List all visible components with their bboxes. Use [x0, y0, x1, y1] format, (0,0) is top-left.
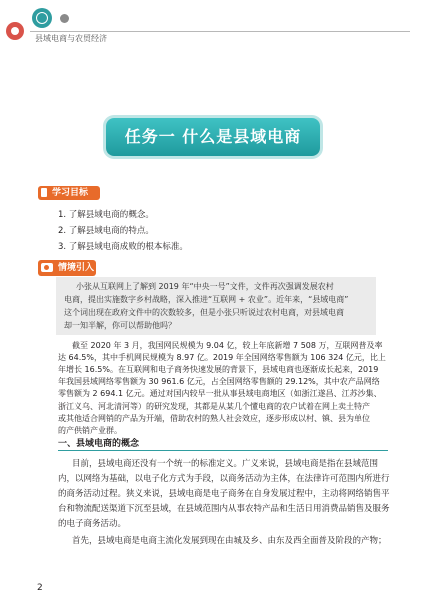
objectives-tag	[38, 186, 100, 200]
header-divider	[30, 31, 410, 32]
body-line: 达 64.5%，其中手机网民规模为 8.97 亿。2019 年全国网络零售额为 106 324 亿元，比上	[58, 353, 386, 363]
task-banner	[106, 118, 320, 156]
page-number: 2	[37, 583, 43, 593]
body-line: 首先，县域电商是电商主流化发展到现在由城及乡、由东及西全面普及阶段的产物；	[72, 536, 387, 546]
body-line: 年增长 16.5%。在互联网和电子商务快速发展的背景下，县域电商也逐渐成长起来，2019	[58, 365, 379, 375]
body-line: 零售额为 2 694.1 亿元。通过对国内较早一批从事县域电商地区（如浙江遂昌、江苏沙集、	[58, 389, 382, 399]
objective-item: 1. 了解县域电商的概念。	[58, 210, 154, 220]
body-line: 浙江义乌、河北清河等）的研究发现，其都是从某几个懂电商的农户试着在网上卖土特产	[58, 401, 370, 411]
running-header: 县域电商与农贸经济	[35, 34, 107, 43]
body-line: 的商务活动过程。狭义来说，县域电商是电子商务在自身发展过程中，主动将网络销售平	[58, 489, 390, 499]
case-box	[56, 277, 376, 335]
globe-icon	[32, 8, 52, 28]
objective-item: 3. 了解县域电商成败的根本标准。	[58, 242, 188, 252]
flag-icon	[41, 188, 47, 197]
case-label: 情境引入	[58, 263, 95, 273]
case-line: 却一知半解，你可以帮助他吗？	[64, 321, 176, 330]
section-heading: 一、县域电商的概念	[58, 439, 140, 449]
body-line: 的电子商务活动。	[58, 519, 127, 529]
camera-icon	[41, 263, 53, 272]
target-icon	[6, 22, 24, 40]
body-line: 年我国县域网络零售额为 30 961.6 亿元，占全国网络零售额的 29.12%，其中农产品网络	[58, 377, 380, 387]
section-underline	[58, 450, 388, 451]
body-line: 或其他适合网销的产品为开端，借助农村的熟人社会效应，逐步形成以村、镇、县为单位	[58, 413, 370, 423]
case-line: 这个词出现在政府文件中的次数较多，但是小张只听说过农村电商，对县域电商	[64, 308, 344, 317]
body-line: 截至 2020 年 3 月，我国网民规模为 9.04 亿，较上年底新增 7 508 万，互联网普及率	[72, 341, 383, 350]
case-tag	[38, 260, 96, 276]
objectives-label: 学习目标	[52, 188, 89, 198]
body-line: 的产供销产业群。	[58, 425, 122, 435]
task-title: 任务一 什么是县域电商	[124, 127, 302, 146]
objective-item: 2. 了解县域电商的特点。	[58, 226, 154, 236]
case-line: 电商，提出实施数字乡村战略，深入推进“互联网 + 农业”。近年来，“县域电商”	[64, 295, 349, 304]
case-line: 小张从互联网上了解到 2019 年“中央一号”文件，文件再次强调发展农村	[76, 282, 334, 291]
body-line: 台和物流配送渠道下沉至县域，在县域范围内从事农特产品和生活日用消费品销售及服务	[58, 504, 390, 514]
body-line: 目前，县域电商还没有一个统一的标准定义。广义来说，县域电商是指在县域范围	[72, 459, 379, 469]
dot-icon	[60, 14, 69, 23]
body-line: 内，以网络为基础，以电子化方式为手段，以商务活动为主体，在法律许可范围内所进行	[58, 474, 390, 484]
